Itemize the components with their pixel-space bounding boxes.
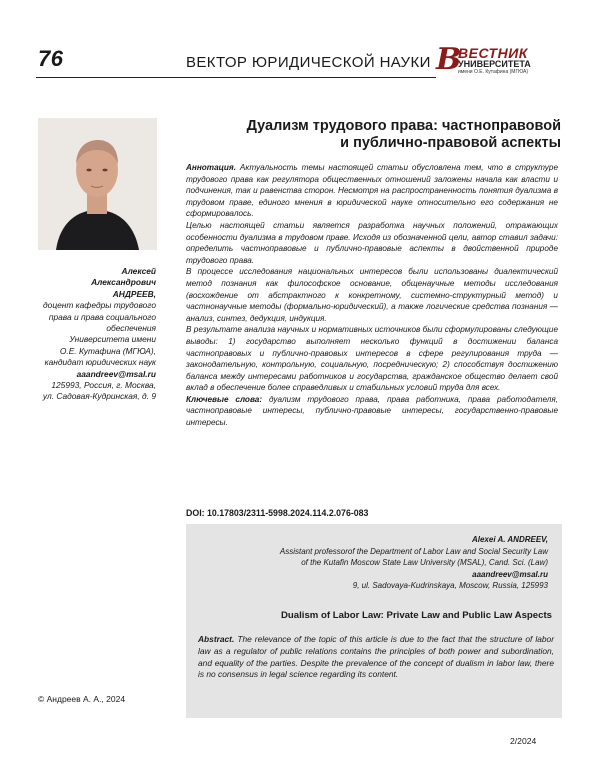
author-info-ru xyxy=(26,266,156,403)
affiliation-line: of the Kutafin Moscow State Law University (MSAL), Cand. Sci. (Law) xyxy=(301,558,548,568)
abstract-text: Актуальность темы настоящей статьи обусловлена тем, что в структуре трудового права как регулятора общественных отношений заложены начала как власти и подчинения, так и равенства сторон. Несмотря на распространенность понятия дуализма в трудовом праве, единого мнения в юридической науке относительно его содержания не сформировалось. xyxy=(186,163,558,219)
author-first-name: Алексей xyxy=(121,266,156,276)
article-title-line2: и публично-правовой аспекты xyxy=(340,135,561,151)
logo-line2: УНИВЕРСИТЕТА xyxy=(458,59,531,69)
logo-mark-icon: В xyxy=(436,42,462,77)
abstract-paragraph: Целью настоящей статьи является разработка научных положений, отражающих особенности дуализма в трудовом праве. Исходя из обозначенной цели, автор ставил задачи: определить частноправовые и публично-правовые аспекты в двойственной природе трудового права. xyxy=(186,220,558,265)
author-address-line: ул. Садовая-Кудринская, д. 9 xyxy=(42,391,156,402)
journal-section-title: ВЕКТОР ЮРИДИЧЕСКОЙ НАУКИ xyxy=(186,54,431,71)
keywords-label: Ключевые слова: xyxy=(186,394,263,404)
author-position-line: кандидат юридических наук xyxy=(44,357,156,368)
author-position-line: обеспечения xyxy=(106,323,156,334)
abstract-text-en: The relevance of the topic of this article is due to the fact that the structure of labor law as a regulator of public relations contains the principles of both power and subordination, and equality of the parties. Despite the prevalence of the concept of dualism in labor law, there is no consensus in legal science regarding its content. xyxy=(198,634,554,680)
author-address-line: 125993, Россия, г. Москва, xyxy=(51,380,156,391)
author-name-en: Alexei A. ANDREEV, xyxy=(471,535,548,544)
copyright: © Андреев А. А., 2024 xyxy=(38,694,126,704)
affiliation-line: Assistant professorof the Department of Labor Law and Social Security Law xyxy=(279,546,548,556)
author-email-en[interactable]: aaandreev@msal.ru xyxy=(472,569,548,579)
header-rule xyxy=(36,77,436,78)
journal-logo xyxy=(436,44,562,78)
author-info-en xyxy=(208,534,548,592)
article-title xyxy=(186,118,561,152)
doi[interactable]: DOI: 10.17803/2311-5998.2024.114.2.076-083 xyxy=(186,508,369,518)
author-photo xyxy=(38,118,157,250)
abstract-en xyxy=(198,634,554,681)
abstract-ru xyxy=(186,162,558,429)
keywords-text: дуализм трудового права, права работника, права работодателя, частноправовые интересы, публично-правовые интересы, государственно-правовые интересы. xyxy=(186,394,558,428)
logo-line1: ВЕСТНИК xyxy=(458,45,528,61)
author-middle-name: Александрович xyxy=(91,277,156,288)
article-title-en: Dualism of Labor Law: Private Law and Public Law Aspects xyxy=(281,610,552,621)
logo-line3: имени О.Е. Кутафина (МГЮА) xyxy=(458,69,529,75)
author-email[interactable]: aaandreev@msal.ru xyxy=(76,368,156,379)
abstract-label-en: Abstract. xyxy=(198,634,235,644)
article-title-line1: Дуализм трудового права: частноправовой xyxy=(246,118,561,134)
author-position-line: права и права социального xyxy=(48,311,156,322)
abstract-label: Аннотация. xyxy=(186,163,237,172)
keywords xyxy=(186,394,558,429)
abstract-paragraph: В результате анализа научных и нормативных источников были сформулированы следующие выводы: 1) государство выполняет несколько функций в достижении баланса частноправовых и публично-правовых интересов в сфере регулирования труда — законодательную, контрольную, социальную, посредническую; 2) способствуя достижению баланса между интересами работников и государства, гражданское общество делает свой вклад в обеспечение более справедливых и стабильных условий труда для всех. xyxy=(186,325,558,393)
english-summary-box xyxy=(186,524,562,718)
abstract-paragraph: В процессе исследования национальных интересов были использованы диалектический метод познания как философское основание, общенаучные методы исследования (восхождение от абстрактного к конкретному, системно-структурный метод) и частнонаучные методы (формально-юридический), а также логические средства познания — анализ, синтез, дедукция, индукция. xyxy=(186,267,558,323)
author-position-line: О.Е. Кутафина (МГЮА), xyxy=(59,345,156,356)
page-number: 76 xyxy=(38,46,64,71)
issue-number: 2/2024 xyxy=(510,736,537,746)
abstract-paragraph xyxy=(186,162,558,220)
author-surname: АНДРЕЕВ, xyxy=(112,288,156,299)
address-en: 9, ul. Sadovaya-Kudrinskaya, Moscow, Russia, 125993 xyxy=(352,581,548,591)
author-position-line: доцент кафедры трудового xyxy=(43,300,156,311)
author-position-line: Университета имени xyxy=(69,334,156,345)
